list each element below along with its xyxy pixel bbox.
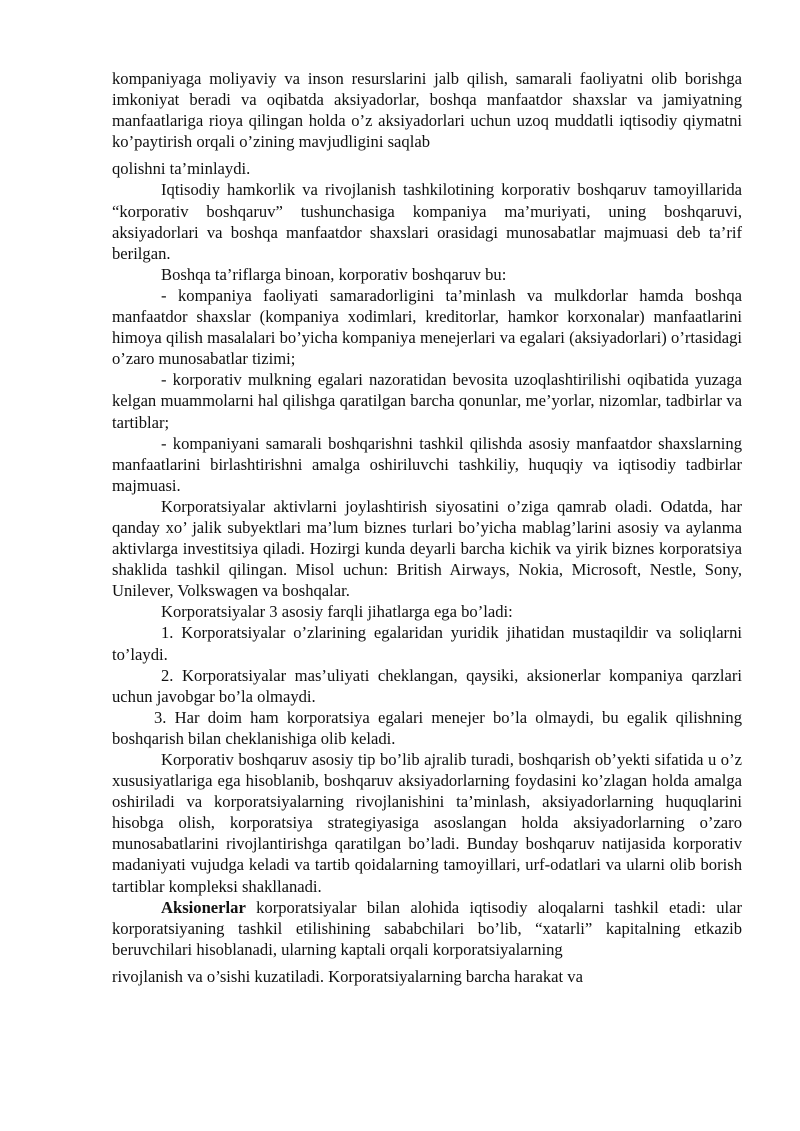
paragraph-6: Korporatsiyalar 3 asosiy farqli jihatlarga ega bo’ladi: bbox=[161, 602, 513, 622]
paragraph-2: qolishni ta’minlaydi. bbox=[112, 159, 251, 179]
paragraph-3: Iqtisodiy hamkorlik va rivojlanish tashkilotining korporativ boshqaruv tamoyillarida “korporativ boshqaruv” tushunchasiga kompaniya ma’muriyati, uning boshqaruvi, aksiyadorlari va boshqa manfaatdor shaxslari orasidagi munosabatlar majmuasi deb ta’rif berilgan. bbox=[112, 180, 742, 263]
numbered-item-2: 2. Korporatsiyalar mas’uliyati cheklangan, qaysiki, aksionerlar kompaniya qarzlari uchun javobgar bo’la olmaydi. bbox=[112, 665, 742, 706]
paragraph-9: rivojlanish va o’sishi kuzatiladi. Korporatsiyalarning barcha harakat va bbox=[112, 966, 583, 986]
document-body bbox=[112, 68, 742, 987]
list-item-3: - kompaniyani samarali boshqarishni tashkil qilishda asosiy manfaatdor shaxslarning manfaatlarini birlashtirishni amalga oshiriluvchi tashkiliy, huquqiy va iqtisodiy tadbirlar majmuasi. bbox=[112, 433, 742, 495]
numbered-item-1: 1. Korporatsiyalar o’zlarining egalaridan yuridik jihatidan mustaqildir va soliqlarni to’laydi. bbox=[112, 623, 742, 664]
paragraph-8-text: korporatsiyalar bilan alohida iqtisodiy aloqalarni tashkil etadi: ular korporatsiyaning tashkil etilishining sababchilari bo’lib, “xatarli” kapitalning etkazib beruvchilari hisoblanadi, ularning kaptali orqali korporatsiyalarning bbox=[112, 897, 742, 959]
paragraph-5: Korporatsiyalar aktivlarni joylashtirish siyosatini o’ziga qamrab oladi. Odatda, har qanday xo’ jalik subyektlari ma’lum biznes turlari bo’yicha mablag’larini asosiy va aylanma aktivlarga investitsiya qiladi. Hozirgi kunda deyarli barcha kichik va yirik biznes korporatsiya shaklida tashkil qilingan. Misol uchun: British Airways, Nokia, Microsoft, Nestle, Sony, Unilever, Volkswagen va boshqalar. bbox=[112, 496, 742, 601]
list-item-1: - kompaniya faoliyati samaradorligini ta’minlash va mulkdorlar hamda boshqa manfaatdor shaxslar (kompaniya xodimlari, kreditorlar, hamkor korxonalar) manfaatlarini himoya qilish masalalari bo’yicha kompaniya menejerlari va egalari (aksiyadorlari) o’rtasidagi o’zaro munosabatlar tizimi; bbox=[112, 285, 742, 369]
paragraph-7: Korporativ boshqaruv asosiy tip bo’lib ajralib turadi, boshqarish ob’yekti sifatida u o’z xususiyatlariga ega hisoblanib, boshqaruv aksiyadorlarning foydasini ko’zlagan holda amalga oshiriladi va korporatsiyalarning rivojlanishini ta’minlash, aksiyadorlarning huquqlarini hisobga olish, korporatsiya strategiyasiga asoslangan holda aksiyadorlarning o’zaro munosabatlarini rivojlantirishga qaratilgan bo’ladi. Bunday boshqaruv natijasida korporativ madaniyati vujudga keladi va tartib qoidalarning tamoyillari, urf-odatlari va ularni olib borish tartiblar kompleksi shakllanadi. bbox=[112, 750, 742, 896]
paragraph-4: Boshqa ta’riflarga binoan, korporativ boshqaruv bu: bbox=[161, 264, 507, 284]
list-item-2: - korporativ mulkning egalari nazoratidan bevosita uzoqlashtirilishi oqibatida yuzaga kelgan muammolarni hal qilishga qaratilgan barcha qonunlar, me’yorlar, nizomlar, tadbirlar va tartiblar; bbox=[112, 370, 742, 432]
paragraph-1: kompaniyaga moliyaviy va inson resurslarini jalb qilish, samarali faoliyatni olib borishga imkoniyat beradi va oqibatda aksiyadorlar, boshqa manfaatdor shaxslar va jamiyatning manfaatlariga rioya qilingan holda o’z aksiyadorlari uchun uzoq muddatli iqtisodiy qiymatni ko’paytirish orqali o’zining mavjudligini saqlab bbox=[112, 69, 742, 152]
paragraph-8 bbox=[112, 897, 742, 960]
numbered-item-3: 3. Har doim ham korporatsiya egalari menejer bo’la olmaydi, bu egalik qilishning boshqarish bilan cheklanishiga olib keladi. bbox=[112, 707, 742, 748]
bold-term: Aksionerlar bbox=[161, 897, 246, 917]
